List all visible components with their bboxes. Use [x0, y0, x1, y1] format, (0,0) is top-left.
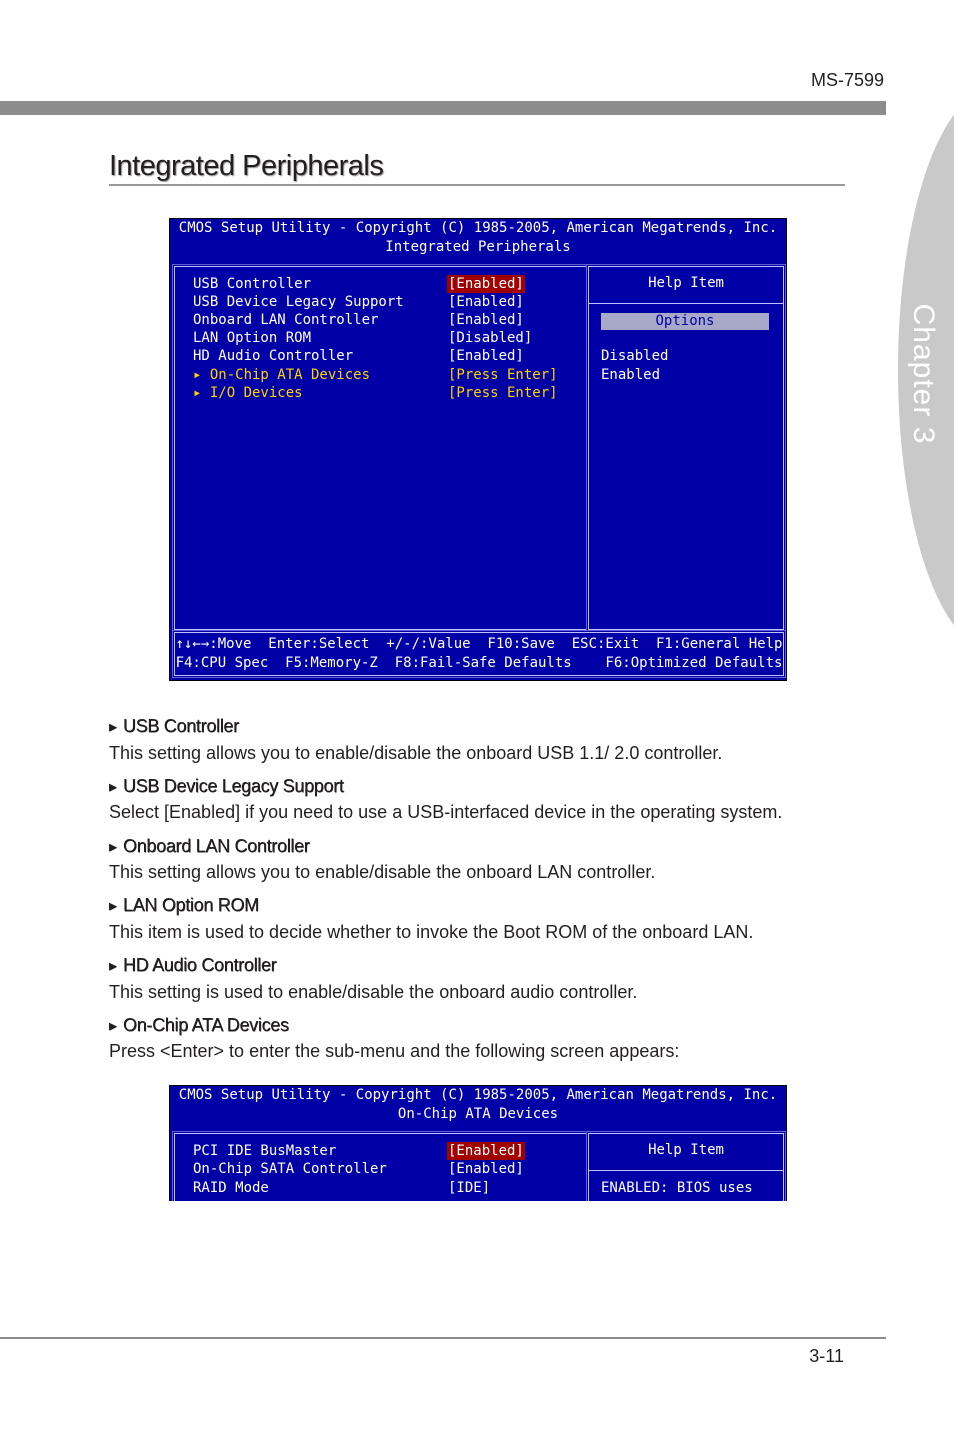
- key-legend-line-1: ↑↓←→:Move Enter:Select +/-/:Value F10:Save ESC:Exit F1:General Help: [175, 636, 783, 652]
- option-disabled: Disabled: [601, 348, 669, 364]
- key-legend-line-2: F4:CPU Spec F5:Memory-Z F8:Fail-Safe Defaults F6:Optimized Defaults: [175, 655, 783, 671]
- desc-title-lan-controller: ▶ Onboard LAN Controller: [109, 836, 310, 856]
- desc-body-usb-legacy: Select [Enabled] if you need to use a USB-interfaced device in the operating system.: [109, 802, 783, 822]
- bios-value-io-devices[interactable]: [Press Enter]: [448, 385, 558, 401]
- desc-title-onchip-ata: ▶ On-Chip ATA Devices: [109, 1015, 289, 1035]
- desc-title-lan-option-rom: ▶ LAN Option ROM: [109, 895, 259, 915]
- bios-help-panel: [588, 1133, 784, 1201]
- bios-value-usb-controller[interactable]: [Enabled]: [448, 276, 524, 292]
- section-title: Integrated Peripherals: [109, 150, 384, 182]
- desc-body-usb-controller: This setting allows you to enable/disable the onboard USB 1.1/ 2.0 controller.: [109, 743, 723, 763]
- desc-body-lan-controller: This setting allows you to enable/disable the onboard LAN controller.: [109, 862, 656, 882]
- bios-value-lan-controller[interactable]: [Enabled]: [448, 312, 524, 328]
- chapter-label: Chapter 3: [907, 303, 940, 445]
- desc-body-lan-option-rom: This item is used to decide whether to invoke the Boot ROM of the onboard LAN.: [109, 922, 754, 942]
- bios-item-onchip-ata[interactable]: ▸ On-Chip ATA Devices: [193, 367, 371, 383]
- option-enabled: Enabled: [601, 367, 661, 383]
- desc-body-onchip-ata: Press <Enter> to enter the sub-menu and the following screen appears:: [109, 1041, 680, 1061]
- bullet-arrow-icon: ▶: [109, 961, 117, 972]
- bios-settings-panel: [174, 1133, 587, 1201]
- bios-key-legend: [174, 632, 784, 676]
- bullet-arrow-icon: ▶: [109, 1021, 117, 1032]
- bios-value-hd-audio[interactable]: [Enabled]: [448, 348, 524, 364]
- bios-value-usb-legacy[interactable]: [Enabled]: [448, 294, 524, 310]
- bios-item-raid-mode[interactable]: RAID Mode: [193, 1180, 269, 1196]
- desc-title-usb-controller: ▶ USB Controller: [109, 716, 239, 736]
- help-divider: [589, 303, 783, 304]
- bios-item-hd-audio[interactable]: HD Audio Controller: [193, 348, 354, 364]
- help-text: ENABLED: BIOS uses: [601, 1180, 753, 1196]
- help-title: Help Item: [648, 1142, 724, 1158]
- bios-item-lan-controller[interactable]: Onboard LAN Controller: [193, 312, 379, 328]
- bios-value-raid-mode[interactable]: [IDE]: [448, 1180, 491, 1196]
- title-rule: [109, 184, 845, 186]
- bios-item-lan-option-rom[interactable]: LAN Option ROM: [193, 330, 312, 346]
- bios-subtitle: On-Chip ATA Devices: [397, 1106, 559, 1122]
- bios-help-panel: [588, 266, 784, 630]
- desc-title-hd-audio: ▶ HD Audio Controller: [109, 955, 277, 975]
- bullet-arrow-icon: ▶: [109, 842, 117, 853]
- bios-subtitle: Integrated Peripherals: [385, 239, 571, 255]
- bios-copyright: CMOS Setup Utility - Copyright (C) 1985-2005, American Megatrends, Inc.: [178, 220, 778, 236]
- bios-value-sata-controller[interactable]: [Enabled]: [448, 1161, 524, 1177]
- bios-screen-integrated-peripherals: [169, 218, 787, 681]
- bios-value-lan-option-rom[interactable]: [Disabled]: [448, 330, 533, 346]
- options-header: Options: [601, 313, 769, 330]
- desc-title-usb-legacy: ▶ USB Device Legacy Support: [109, 776, 344, 796]
- help-divider: [589, 1170, 783, 1171]
- bios-item-usb-legacy[interactable]: USB Device Legacy Support: [193, 294, 404, 310]
- bios-screen-onchip-ata: [169, 1085, 787, 1201]
- desc-body-hd-audio: This setting is used to enable/disable the onboard audio controller.: [109, 982, 638, 1002]
- model-number: MS-7599: [810, 70, 884, 90]
- header-bar: [0, 101, 886, 115]
- bios-item-pci-ide-busmaster[interactable]: PCI IDE BusMaster: [193, 1143, 337, 1159]
- bullet-arrow-icon: ▶: [109, 782, 117, 793]
- page-number: 3-11: [809, 1346, 844, 1366]
- bios-item-io-devices[interactable]: ▸ I/O Devices: [193, 385, 303, 401]
- footer-rule: [0, 1337, 886, 1339]
- help-title: Help Item: [648, 275, 724, 291]
- bios-item-usb-controller[interactable]: USB Controller: [193, 276, 312, 292]
- bios-settings-panel: [174, 266, 587, 630]
- bullet-arrow-icon: ▶: [109, 722, 117, 733]
- bullet-arrow-icon: ▶: [109, 901, 117, 912]
- bios-copyright: CMOS Setup Utility - Copyright (C) 1985-2005, American Megatrends, Inc.: [178, 1087, 778, 1103]
- bios-value-onchip-ata[interactable]: [Press Enter]: [448, 367, 558, 383]
- bios-item-sata-controller[interactable]: On-Chip SATA Controller: [193, 1161, 387, 1177]
- bios-value-pci-ide-busmaster[interactable]: [Enabled]: [448, 1143, 524, 1159]
